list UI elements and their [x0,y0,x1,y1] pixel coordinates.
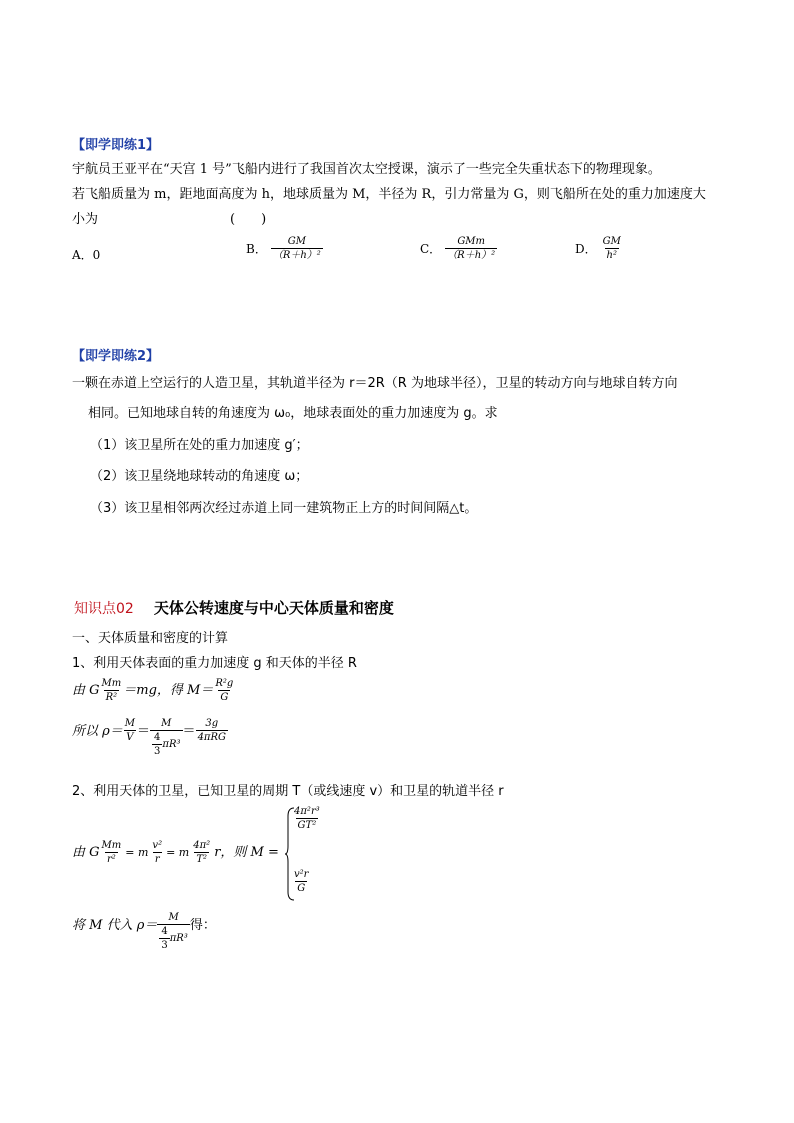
eq4-suffix: 得： [189,918,216,933]
question-2: （2）该卫星绕地球转动的角速度 ω； [90,469,309,484]
eq3-prefix: 由 G [72,845,100,860]
eq2-frac2-inner-num: 4 [154,732,161,743]
eq4-inner-den: 3 [161,940,168,951]
eq3-frac3-numerator: 4π² [193,840,211,851]
equation-1 [72,678,235,704]
eq3-frac1-denominator: r² [107,854,116,865]
subsection-heading: 一、天体质量和密度的计算 [72,631,229,646]
eq3-result-lead: r，则 M = [214,845,279,860]
answer-paren: ( ) [230,212,267,227]
eq1-result-numerator: R²g [215,678,234,689]
equation-4 [72,912,216,952]
option-a-label: A． [72,248,93,262]
eq1-middle: ＝mg，得 M＝ [123,683,214,698]
option-b-label: B． [246,241,267,256]
eq3-frac1-numerator: Mm [101,840,122,851]
option-d-numerator: GM [602,236,621,247]
practice1-line2: 若飞船质量为 m，距地面高度为 h，地球质量为 M，半径为 R，引力常量为 G，则飞船所在处的重力加速度大 [72,187,706,202]
case2-denominator: G [297,883,306,894]
option-a-value: 0 [92,248,101,262]
case-2 [292,869,310,895]
option-b-denominator: （R＋h）² [272,250,321,261]
eq4-pi-r3: πR³ [169,933,188,944]
eq3-frac3-denominator: T² [196,854,208,865]
method-2: 2、利用天体的卫星，已知卫星的周期 T（或线速度 v）和卫星的轨道半径 r [72,784,504,799]
practice1-line1: 宇航员王亚平在“天宫 1 号”飞船内进行了我国首次太空授课，演示了一些完全失重状态下的物理现象。 [72,162,661,177]
eq1-frac-denominator: R² [105,692,118,703]
eq1-result-denominator: G [220,692,229,703]
section-header [74,597,394,618]
eq4-inner-num: 4 [161,926,168,937]
option-a [72,248,100,263]
eq2-prefix: 所以 ρ＝ [72,724,123,739]
case1-denominator: GT² [297,820,317,831]
option-d [575,236,623,262]
question-1: （1）该卫星所在处的重力加速度 g′； [90,438,309,453]
practice1-heading: 【即学即练1】 [72,138,160,153]
option-c-label: C． [420,241,442,256]
eq3-frac2-denominator: r [154,854,160,865]
equation-3 [72,840,279,866]
eq2-frac3-denominator: 4πRG [197,732,227,743]
method-1: 1、利用天体表面的重力加速度 g 和天体的半径 R [72,656,357,671]
practice2-heading: 【即学即练2】 [72,349,160,364]
eq2-frac1-numerator: M [124,718,136,729]
eq2-frac2-pi-r3: πR³ [162,739,181,750]
equation-2 [72,718,228,758]
option-d-label: D． [575,241,597,256]
case1-numerator: 4π²r³ [294,806,320,817]
eq2-equals-1: ＝ [137,724,151,739]
case-1 [292,806,322,832]
eq1-frac-numerator: Mm [101,678,122,689]
eq3-equals-1: = m [125,846,149,859]
eq2-equals-2: ＝ [182,724,196,739]
eq2-frac3-numerator: 3g [205,718,219,729]
eq1-prefix: 由 G [72,683,100,698]
option-c-denominator: （R＋h）² [447,250,496,261]
eq3-equals-2: = m [166,846,190,859]
knowledge-point-label: 知识点02 [74,601,134,617]
eq4-prefix: 将 M 代入 ρ＝ [72,918,158,933]
option-c-numerator: GMm [457,236,486,247]
knowledge-point-title: 天体公转速度与中心天体质量和密度 [153,599,394,617]
eq2-frac1-denominator: V [126,732,134,743]
eq2-frac2-numerator: M [161,718,172,729]
option-b [246,236,323,262]
practice1-line3: 小为 [72,212,99,227]
eq2-frac2-inner-den: 3 [154,746,161,757]
eq4-numerator: M [168,912,179,923]
option-b-numerator: GM [287,236,306,247]
case2-numerator: v²r [294,869,309,880]
option-c [420,236,497,262]
option-d-denominator: h² [606,250,617,261]
eq3-frac2-numerator: v² [152,840,163,851]
question-3: （3）该卫星相邻两次经过赤道上同一建筑物正上方的时间间隔△t。 [90,501,478,516]
practice2-line1: 一颗在赤道上空运行的人造卫星，其轨道半径为 r＝2R（R 为地球半径），卫星的转动方向与地球自转方向 [72,376,678,391]
practice2-line2: 相同。已知地球自转的角速度为 ω₀，地球表面处的重力加速度为 g。求 [88,406,498,421]
